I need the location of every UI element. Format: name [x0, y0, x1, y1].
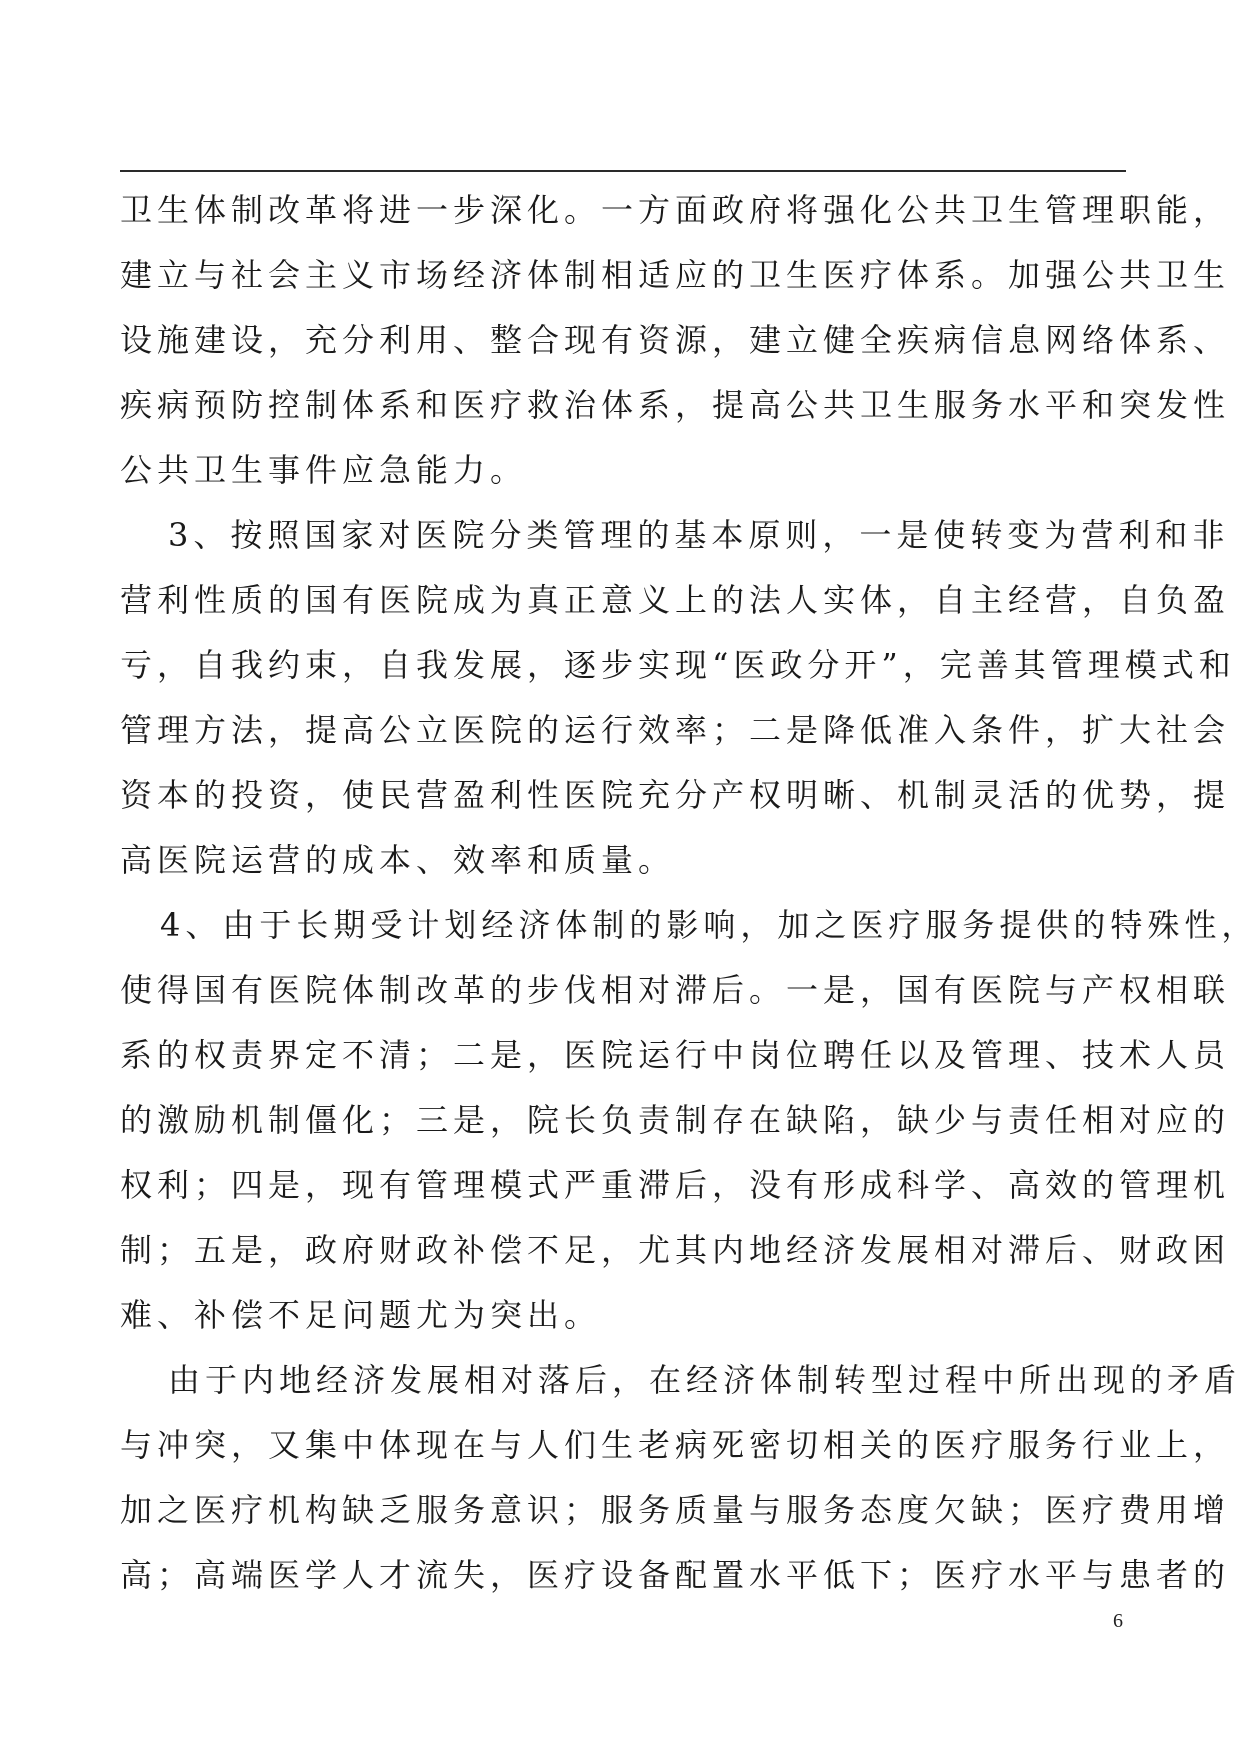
text-line: 公共卫生事件应急能力。: [120, 451, 528, 489]
body-text: [120, 178, 1258, 1608]
text-line: 亏，自我约束，自我发展，逐步实现“医政分开”，完善其管理模式和: [120, 646, 1236, 684]
text-line: 加之医疗机构缺乏服务意识；服务质量与服务态度欠缺；医疗费用增: [120, 1491, 1231, 1529]
paragraph-3: [120, 893, 1258, 1348]
text-line: 高医院运营的成本、效率和质量。: [120, 841, 676, 879]
text-line: 建立与社会主义市场经济体制相适应的卫生医疗体系。加强公共卫生: [120, 256, 1231, 294]
text-line: 系的权责界定不清；二是，医院运行中岗位聘任以及管理、技术人员: [120, 1036, 1231, 1074]
text-line: 使得国有医院体制改革的步伐相对滞后。一是，国有医院与产权相联: [120, 971, 1231, 1009]
text-line: 高；高端医学人才流失，医疗设备配置水平低下；医疗水平与患者的: [120, 1556, 1231, 1594]
text-line: 难、补偿不足问题尤为突出。: [120, 1296, 602, 1334]
text-line: 由于内地经济发展相对落后，在经济体制转型过程中所出现的矛盾: [168, 1361, 1242, 1399]
paragraph-4: [120, 1348, 1242, 1608]
header-rule: [120, 170, 1126, 172]
text-line: 的激励机制僵化；三是，院长负责制存在缺陷，缺少与责任相对应的: [120, 1101, 1231, 1139]
text-line: 权利；四是，现有管理模式严重滞后，没有形成科学、高效的管理机: [120, 1166, 1231, 1204]
text-line: 与冲突，又集中体现在与人们生老病死密切相关的医疗服务行业上，: [120, 1426, 1231, 1464]
paragraph-2: [120, 503, 1236, 893]
text-line: 卫生体制改革将进一步深化。一方面政府将强化公共卫生管理职能，: [120, 191, 1231, 229]
text-line: 管理方法，提高公立医院的运行效率；二是降低准入条件，扩大社会: [120, 711, 1231, 749]
text-line: 制；五是，政府财政补偿不足，尤其内地经济发展相对滞后、财政困: [120, 1231, 1231, 1269]
text-line: 4、由于长期受计划经济体制的影响，加之医疗服务提供的特殊性，: [160, 906, 1258, 944]
text-line: 资本的投资，使民营盈利性医院充分产权明晰、机制灵活的优势，提: [120, 776, 1231, 814]
text-line: 3、按照国家对医院分类管理的基本原则，一是使转变为营利和非: [168, 516, 1230, 554]
text-line: 设施建设，充分利用、整合现有资源，建立健全疾病信息网络体系、: [120, 321, 1231, 359]
text-line: 营利性质的国有医院成为真正意义上的法人实体，自主经营，自负盈: [120, 581, 1231, 619]
page-number: 6: [1113, 1610, 1123, 1632]
text-line: 疾病预防控制体系和医疗救治体系，提高公共卫生服务水平和突发性: [120, 386, 1231, 424]
paragraph-1: [120, 178, 1231, 503]
